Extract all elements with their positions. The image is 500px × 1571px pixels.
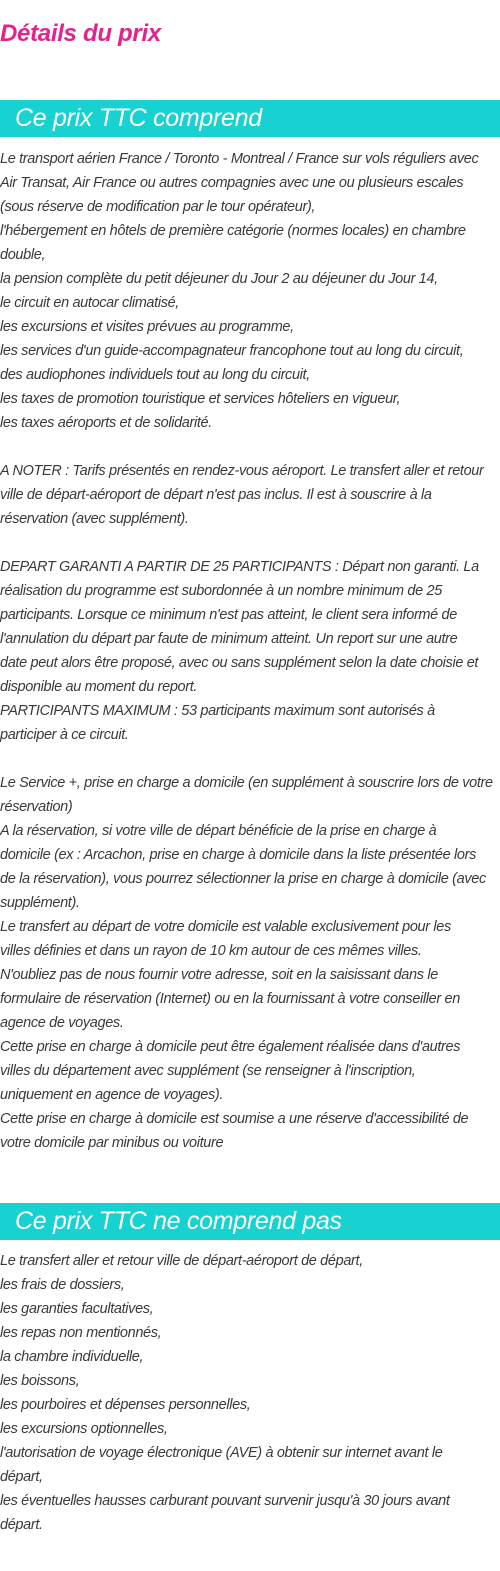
- excluded-line: Le transfert aller et retour ville de départ-aéroport de départ,: [0, 1253, 363, 1269]
- included-line: des audiophones individuels tout au long du circuit,: [0, 367, 310, 383]
- excluded-line: les repas non mentionnés,: [0, 1325, 162, 1341]
- included-line: Le Service +, prise en charge a domicile (en supplément à souscrire lors de votre: [0, 775, 493, 791]
- included-line: agence de voyages.: [0, 1015, 124, 1031]
- included-line: Cette prise en charge à domicile peut être également réalisée dans d'autres: [0, 1039, 461, 1055]
- page-title: Détails du prix: [0, 20, 161, 47]
- excluded-line: les frais de dossiers,: [0, 1277, 125, 1293]
- included-line: ville de départ-aéroport de départ n'est pas inclus. Il est à souscrire à la: [0, 487, 432, 503]
- included-line: date peut alors être proposé, avec ou sans supplément selon la date choisie et: [0, 655, 479, 671]
- included-section-body: [0, 147, 500, 1155]
- included-line: DEPART GARANTI A PARTIR DE 25 PARTICIPANTS : Départ non garanti. La: [0, 559, 479, 575]
- included-line: l'annulation du départ par faute de minimum atteint. Un report sur une autre: [0, 631, 458, 647]
- included-line: formulaire de réservation (Internet) ou en la fournissant à votre conseiller en: [0, 991, 460, 1007]
- excluded-line: les garanties facultatives,: [0, 1301, 154, 1317]
- included-spacer: [0, 531, 500, 555]
- excluded-line: l'autorisation de voyage électronique (AVE) à obtenir sur internet avant le: [0, 1445, 443, 1461]
- included-line: réalisation du programme est subordonnée à un nombre minimum de 25: [0, 583, 442, 599]
- excluded-line: les boissons,: [0, 1373, 80, 1389]
- included-line: PARTICIPANTS MAXIMUM : 53 participants maximum sont autorisés à: [0, 703, 435, 719]
- included-section-header: [0, 100, 500, 137]
- included-line: disponible au moment du report.: [0, 679, 198, 695]
- included-line: les taxes aéroports et de solidarité.: [0, 415, 212, 431]
- included-line: réservation (avec supplément).: [0, 511, 189, 527]
- included-line: le circuit en autocar climatisé,: [0, 295, 179, 311]
- included-line: participants. Lorsque ce minimum n'est pas atteint, le client sera informé de: [0, 607, 457, 623]
- included-line: l'hébergement en hôtels de première catégorie (normes locales) en chambre: [0, 223, 466, 239]
- excluded-line: les éventuelles hausses carburant pouvant survenir jusqu'à 30 jours avant: [0, 1493, 450, 1509]
- excluded-section-header: [0, 1203, 500, 1240]
- excluded-section-body: [0, 1249, 500, 1537]
- included-line: de la réservation), vous pourrez sélectionner la prise en charge à domicile (avec: [0, 871, 486, 887]
- included-line: supplément).: [0, 895, 80, 911]
- excluded-line: départ,: [0, 1469, 43, 1485]
- included-line: Le transport aérien France / Toronto - Montreal / France sur vols réguliers avec: [0, 151, 479, 167]
- excluded-line: la chambre individuelle,: [0, 1349, 144, 1365]
- included-line: Air Transat, Air France ou autres compagnies avec une ou plusieurs escales: [0, 175, 464, 191]
- included-line: villes définies et dans un rayon de 10 km autour de ces mêmes villes.: [0, 943, 422, 959]
- included-line: participer à ce circuit.: [0, 727, 129, 743]
- excluded-line: les pourboires et dépenses personnelles,: [0, 1397, 251, 1413]
- included-heading: Ce prix TTC comprend: [15, 104, 262, 132]
- included-line: A NOTER : Tarifs présentés en rendez-vous aéroport. Le transfert aller et retour: [0, 463, 484, 479]
- included-spacer: [0, 435, 500, 459]
- included-line: double,: [0, 247, 46, 263]
- included-line: (sous réserve de modification par le tour opérateur),: [0, 199, 316, 215]
- included-line: villes du département avec supplément (se renseigner à l'inscription,: [0, 1063, 416, 1079]
- included-line: les taxes de promotion touristique et services hôteliers en vigueur,: [0, 391, 401, 407]
- included-line: votre domicile par minibus ou voiture: [0, 1135, 224, 1151]
- included-line: la pension complète du petit déjeuner du Jour 2 au déjeuner du Jour 14,: [0, 271, 438, 287]
- included-line: Le transfert au départ de votre domicile est valable exclusivement pour les: [0, 919, 451, 935]
- included-line: A la réservation, si votre ville de départ bénéficie de la prise en charge à: [0, 823, 437, 839]
- included-line: uniquement en agence de voyages).: [0, 1087, 224, 1103]
- included-spacer: [0, 747, 500, 771]
- included-line: les services d'un guide-accompagnateur francophone tout au long du circuit,: [0, 343, 464, 359]
- excluded-line: les excursions optionnelles,: [0, 1421, 168, 1437]
- included-line: domicile (ex : Arcachon, prise en charge à domicile dans la liste présentée lors: [0, 847, 476, 863]
- included-line: N'oubliez pas de nous fournir votre adresse, soit en la saisissant dans le: [0, 967, 438, 983]
- included-line: réservation): [0, 799, 73, 815]
- excluded-line: départ.: [0, 1517, 43, 1533]
- included-line: Cette prise en charge à domicile est soumise a une réserve d'accessibilité de: [0, 1111, 469, 1127]
- included-line: les excursions et visites prévues au programme,: [0, 319, 294, 335]
- excluded-heading: Ce prix TTC ne comprend pas: [15, 1207, 342, 1235]
